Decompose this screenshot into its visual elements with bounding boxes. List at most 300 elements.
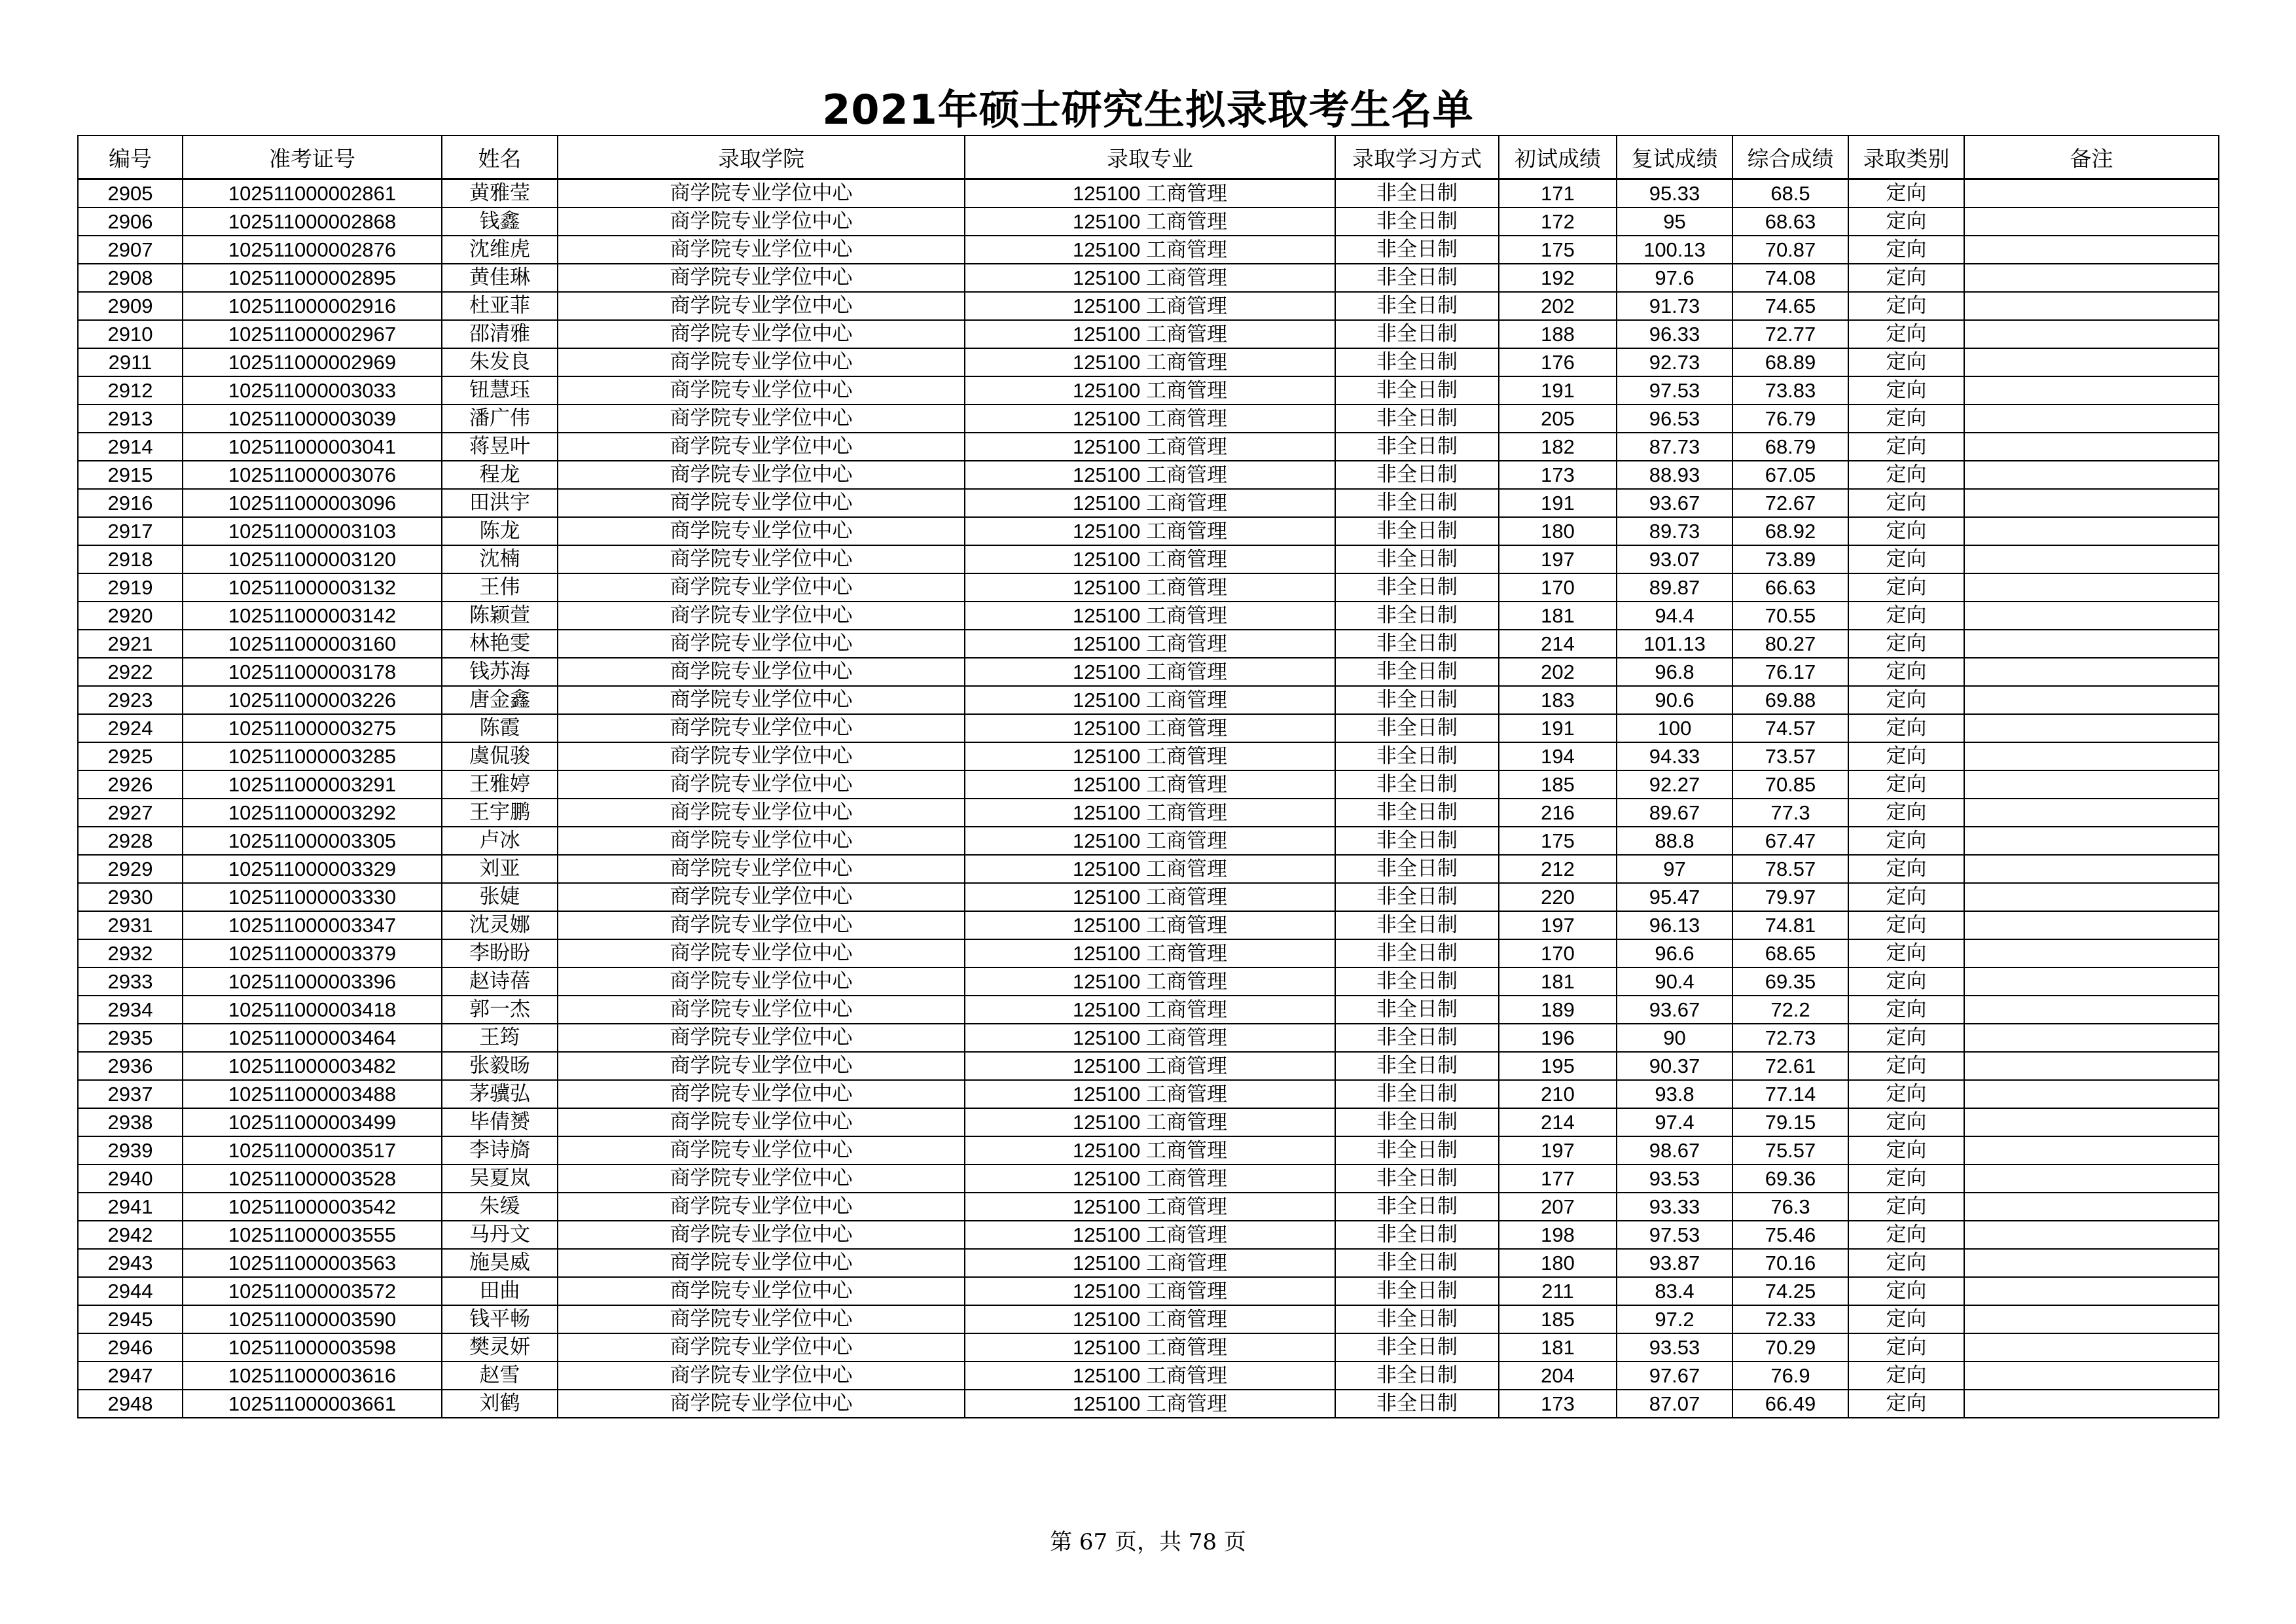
id-cell: 2944 <box>78 1277 183 1305</box>
major-cell: 125100 工商管理 <box>965 320 1335 348</box>
remarks-cell <box>1964 264 2219 292</box>
initial-score-cell: 197 <box>1499 911 1617 939</box>
exam-number-cell: 102511000003661 <box>183 1390 442 1418</box>
table-row <box>78 1136 2219 1164</box>
college-cell: 商学院专业学位中心 <box>558 292 965 320</box>
major-cell: 125100 工商管理 <box>965 1024 1335 1052</box>
retest-score-cell: 90 <box>1617 1024 1732 1052</box>
table-row <box>78 630 2219 658</box>
id-cell: 2922 <box>78 658 183 686</box>
college-cell: 商学院专业学位中心 <box>558 1362 965 1390</box>
retest-score-cell: 93.87 <box>1617 1249 1732 1277</box>
table-row <box>78 967 2219 996</box>
retest-score-cell: 96.13 <box>1617 911 1732 939</box>
college-cell: 商学院专业学位中心 <box>558 236 965 264</box>
major-cell: 125100 工商管理 <box>965 1390 1335 1418</box>
category-cell: 定向 <box>1848 236 1964 264</box>
major-cell: 125100 工商管理 <box>965 855 1335 883</box>
remarks-cell <box>1964 236 2219 264</box>
total-score-cell: 66.63 <box>1732 573 1848 602</box>
study-mode-cell: 非全日制 <box>1335 1333 1499 1362</box>
exam-number-cell: 102511000003291 <box>183 770 442 799</box>
major-cell: 125100 工商管理 <box>965 799 1335 827</box>
total-score-cell: 72.73 <box>1732 1024 1848 1052</box>
id-cell: 2929 <box>78 855 183 883</box>
retest-score-cell: 96.53 <box>1617 405 1732 433</box>
id-cell: 2928 <box>78 827 183 855</box>
major-cell: 125100 工商管理 <box>965 883 1335 911</box>
retest-score-cell: 100.13 <box>1617 236 1732 264</box>
table-row <box>78 433 2219 461</box>
header-col-id: 编号 <box>78 135 183 179</box>
retest-score-cell: 97 <box>1617 855 1732 883</box>
major-cell: 125100 工商管理 <box>965 179 1335 208</box>
exam-number-cell: 102511000003572 <box>183 1277 442 1305</box>
name-cell: 张婕 <box>442 883 558 911</box>
study-mode-cell: 非全日制 <box>1335 714 1499 742</box>
exam-number-cell: 102511000003275 <box>183 714 442 742</box>
initial-score-cell: 189 <box>1499 996 1617 1024</box>
exam-number-cell: 102511000003142 <box>183 602 442 630</box>
category-cell: 定向 <box>1848 517 1964 545</box>
category-cell: 定向 <box>1848 1080 1964 1108</box>
total-score-cell: 73.89 <box>1732 545 1848 573</box>
study-mode-cell: 非全日制 <box>1335 179 1499 208</box>
initial-score-cell: 216 <box>1499 799 1617 827</box>
remarks-cell <box>1964 348 2219 376</box>
college-cell: 商学院专业学位中心 <box>558 1390 965 1418</box>
category-cell: 定向 <box>1848 658 1964 686</box>
exam-number-cell: 102511000003396 <box>183 967 442 996</box>
table-row <box>78 911 2219 939</box>
initial-score-cell: 180 <box>1499 1249 1617 1277</box>
name-cell: 王宇鹏 <box>442 799 558 827</box>
study-mode-cell: 非全日制 <box>1335 320 1499 348</box>
major-cell: 125100 工商管理 <box>965 742 1335 770</box>
table-row <box>78 1024 2219 1052</box>
initial-score-cell: 196 <box>1499 1024 1617 1052</box>
college-cell: 商学院专业学位中心 <box>558 179 965 208</box>
major-cell: 125100 工商管理 <box>965 1164 1335 1193</box>
major-cell: 125100 工商管理 <box>965 714 1335 742</box>
category-cell: 定向 <box>1848 405 1964 433</box>
major-cell: 125100 工商管理 <box>965 1108 1335 1136</box>
exam-number-cell: 102511000003464 <box>183 1024 442 1052</box>
college-cell: 商学院专业学位中心 <box>558 742 965 770</box>
college-cell: 商学院专业学位中心 <box>558 602 965 630</box>
table-row <box>78 996 2219 1024</box>
table-row <box>78 1249 2219 1277</box>
id-cell: 2909 <box>78 292 183 320</box>
category-cell: 定向 <box>1848 433 1964 461</box>
major-cell: 125100 工商管理 <box>965 545 1335 573</box>
name-cell: 李盼盼 <box>442 939 558 967</box>
id-cell: 2940 <box>78 1164 183 1193</box>
table-row <box>78 1362 2219 1390</box>
category-cell: 定向 <box>1848 1221 1964 1249</box>
retest-score-cell: 97.53 <box>1617 1221 1732 1249</box>
initial-score-cell: 212 <box>1499 855 1617 883</box>
table-row <box>78 658 2219 686</box>
initial-score-cell: 192 <box>1499 264 1617 292</box>
total-score-cell: 68.63 <box>1732 208 1848 236</box>
name-cell: 陈龙 <box>442 517 558 545</box>
table-row <box>78 827 2219 855</box>
category-cell: 定向 <box>1848 770 1964 799</box>
remarks-cell <box>1964 742 2219 770</box>
exam-number-cell: 102511000003379 <box>183 939 442 967</box>
study-mode-cell: 非全日制 <box>1335 1249 1499 1277</box>
id-cell: 2945 <box>78 1305 183 1333</box>
major-cell: 125100 工商管理 <box>965 686 1335 714</box>
remarks-cell <box>1964 911 2219 939</box>
initial-score-cell: 175 <box>1499 827 1617 855</box>
retest-score-cell: 101.13 <box>1617 630 1732 658</box>
name-cell: 沈灵娜 <box>442 911 558 939</box>
total-score-cell: 68.92 <box>1732 517 1848 545</box>
total-score-cell: 76.17 <box>1732 658 1848 686</box>
study-mode-cell: 非全日制 <box>1335 376 1499 405</box>
id-cell: 2926 <box>78 770 183 799</box>
id-cell: 2930 <box>78 883 183 911</box>
major-cell: 125100 工商管理 <box>965 1052 1335 1080</box>
initial-score-cell: 202 <box>1499 292 1617 320</box>
study-mode-cell: 非全日制 <box>1335 545 1499 573</box>
table-row <box>78 376 2219 405</box>
retest-score-cell: 92.73 <box>1617 348 1732 376</box>
major-cell: 125100 工商管理 <box>965 602 1335 630</box>
id-cell: 2933 <box>78 967 183 996</box>
category-cell: 定向 <box>1848 320 1964 348</box>
name-cell: 钱鑫 <box>442 208 558 236</box>
remarks-cell <box>1964 376 2219 405</box>
table-row <box>78 742 2219 770</box>
category-cell: 定向 <box>1848 1193 1964 1221</box>
remarks-cell <box>1964 1193 2219 1221</box>
exam-number-cell: 102511000003528 <box>183 1164 442 1193</box>
total-score-cell: 74.25 <box>1732 1277 1848 1305</box>
college-cell: 商学院专业学位中心 <box>558 939 965 967</box>
retest-score-cell: 93.53 <box>1617 1164 1732 1193</box>
table-row <box>78 1164 2219 1193</box>
id-cell: 2918 <box>78 545 183 573</box>
total-score-cell: 70.85 <box>1732 770 1848 799</box>
remarks-cell <box>1964 1277 2219 1305</box>
name-cell: 朱缓 <box>442 1193 558 1221</box>
name-cell: 田洪宇 <box>442 489 558 517</box>
college-cell: 商学院专业学位中心 <box>558 489 965 517</box>
category-cell: 定向 <box>1848 799 1964 827</box>
table-row <box>78 1305 2219 1333</box>
initial-score-cell: 195 <box>1499 1052 1617 1080</box>
id-cell: 2924 <box>78 714 183 742</box>
remarks-cell <box>1964 461 2219 489</box>
header-col-major: 录取专业 <box>965 135 1335 179</box>
id-cell: 2907 <box>78 236 183 264</box>
college-cell: 商学院专业学位中心 <box>558 799 965 827</box>
retest-score-cell: 98.67 <box>1617 1136 1732 1164</box>
category-cell: 定向 <box>1848 883 1964 911</box>
retest-score-cell: 88.8 <box>1617 827 1732 855</box>
exam-number-cell: 102511000003076 <box>183 461 442 489</box>
initial-score-cell: 207 <box>1499 1193 1617 1221</box>
study-mode-cell: 非全日制 <box>1335 827 1499 855</box>
study-mode-cell: 非全日制 <box>1335 1052 1499 1080</box>
name-cell: 杜亚菲 <box>442 292 558 320</box>
id-cell: 2935 <box>78 1024 183 1052</box>
study-mode-cell: 非全日制 <box>1335 1193 1499 1221</box>
total-score-cell: 70.55 <box>1732 602 1848 630</box>
table-row <box>78 573 2219 602</box>
study-mode-cell: 非全日制 <box>1335 602 1499 630</box>
major-cell: 125100 工商管理 <box>965 1277 1335 1305</box>
study-mode-cell: 非全日制 <box>1335 264 1499 292</box>
major-cell: 125100 工商管理 <box>965 489 1335 517</box>
total-score-cell: 76.9 <box>1732 1362 1848 1390</box>
exam-number-cell: 102511000003041 <box>183 433 442 461</box>
retest-score-cell: 83.4 <box>1617 1277 1732 1305</box>
total-score-cell: 69.35 <box>1732 967 1848 996</box>
total-score-cell: 74.81 <box>1732 911 1848 939</box>
id-cell: 2905 <box>78 179 183 208</box>
total-score-cell: 73.83 <box>1732 376 1848 405</box>
exam-number-cell: 102511000003132 <box>183 573 442 602</box>
remarks-cell <box>1964 1052 2219 1080</box>
category-cell: 定向 <box>1848 911 1964 939</box>
table-row <box>78 799 2219 827</box>
page-footer: 第 67 页，共 78 页 <box>1050 1529 1246 1555</box>
id-cell: 2914 <box>78 433 183 461</box>
college-cell: 商学院专业学位中心 <box>558 1164 965 1193</box>
total-score-cell: 70.29 <box>1732 1333 1848 1362</box>
initial-score-cell: 180 <box>1499 517 1617 545</box>
retest-score-cell: 93.33 <box>1617 1193 1732 1221</box>
major-cell: 125100 工商管理 <box>965 1333 1335 1362</box>
category-cell: 定向 <box>1848 1024 1964 1052</box>
college-cell: 商学院专业学位中心 <box>558 348 965 376</box>
study-mode-cell: 非全日制 <box>1335 433 1499 461</box>
major-cell: 125100 工商管理 <box>965 770 1335 799</box>
id-cell: 2927 <box>78 799 183 827</box>
initial-score-cell: 211 <box>1499 1277 1617 1305</box>
major-cell: 125100 工商管理 <box>965 208 1335 236</box>
id-cell: 2912 <box>78 376 183 405</box>
name-cell: 李诗旖 <box>442 1136 558 1164</box>
exam-number-cell: 102511000003285 <box>183 742 442 770</box>
name-cell: 王雅婷 <box>442 770 558 799</box>
category-cell: 定向 <box>1848 292 1964 320</box>
header-col-remarks: 备注 <box>1964 135 2219 179</box>
retest-score-cell: 88.93 <box>1617 461 1732 489</box>
retest-score-cell: 90.37 <box>1617 1052 1732 1080</box>
name-cell: 陈颖萱 <box>442 602 558 630</box>
category-cell: 定向 <box>1848 179 1964 208</box>
id-cell: 2934 <box>78 996 183 1024</box>
exam-number-cell: 102511000003305 <box>183 827 442 855</box>
exam-number-cell: 102511000003096 <box>183 489 442 517</box>
study-mode-cell: 非全日制 <box>1335 630 1499 658</box>
major-cell: 125100 工商管理 <box>965 264 1335 292</box>
initial-score-cell: 202 <box>1499 658 1617 686</box>
initial-score-cell: 177 <box>1499 1164 1617 1193</box>
college-cell: 商学院专业学位中心 <box>558 1333 965 1362</box>
college-cell: 商学院专业学位中心 <box>558 1249 965 1277</box>
study-mode-cell: 非全日制 <box>1335 996 1499 1024</box>
college-cell: 商学院专业学位中心 <box>558 883 965 911</box>
table-row <box>78 348 2219 376</box>
remarks-cell <box>1964 405 2219 433</box>
exam-number-cell: 102511000003616 <box>183 1362 442 1390</box>
total-score-cell: 70.16 <box>1732 1249 1848 1277</box>
remarks-cell <box>1964 939 2219 967</box>
college-cell: 商学院专业学位中心 <box>558 996 965 1024</box>
retest-score-cell: 90.6 <box>1617 686 1732 714</box>
exam-number-cell: 102511000003039 <box>183 405 442 433</box>
name-cell: 刘鹤 <box>442 1390 558 1418</box>
category-cell: 定向 <box>1848 1249 1964 1277</box>
header-col-college: 录取学院 <box>558 135 965 179</box>
study-mode-cell: 非全日制 <box>1335 883 1499 911</box>
college-cell: 商学院专业学位中心 <box>558 658 965 686</box>
total-score-cell: 72.33 <box>1732 1305 1848 1333</box>
remarks-cell <box>1964 1024 2219 1052</box>
name-cell: 卢冰 <box>442 827 558 855</box>
study-mode-cell: 非全日制 <box>1335 1277 1499 1305</box>
name-cell: 王伟 <box>442 573 558 602</box>
study-mode-cell: 非全日制 <box>1335 967 1499 996</box>
total-score-cell: 72.2 <box>1732 996 1848 1024</box>
major-cell: 125100 工商管理 <box>965 1136 1335 1164</box>
initial-score-cell: 191 <box>1499 714 1617 742</box>
remarks-cell <box>1964 292 2219 320</box>
retest-score-cell: 96.8 <box>1617 658 1732 686</box>
study-mode-cell: 非全日制 <box>1335 292 1499 320</box>
table-row <box>78 1193 2219 1221</box>
name-cell: 唐金鑫 <box>442 686 558 714</box>
category-cell: 定向 <box>1848 1390 1964 1418</box>
table-row <box>78 179 2219 208</box>
major-cell: 125100 工商管理 <box>965 405 1335 433</box>
table-row <box>78 1108 2219 1136</box>
retest-score-cell: 87.73 <box>1617 433 1732 461</box>
retest-score-cell: 93.8 <box>1617 1080 1732 1108</box>
initial-score-cell: 185 <box>1499 770 1617 799</box>
retest-score-cell: 89.73 <box>1617 517 1732 545</box>
remarks-cell <box>1964 433 2219 461</box>
category-cell: 定向 <box>1848 489 1964 517</box>
initial-score-cell: 170 <box>1499 573 1617 602</box>
major-cell: 125100 工商管理 <box>965 573 1335 602</box>
retest-score-cell: 89.67 <box>1617 799 1732 827</box>
major-cell: 125100 工商管理 <box>965 911 1335 939</box>
remarks-cell <box>1964 1333 2219 1362</box>
table-row <box>78 883 2219 911</box>
name-cell: 郭一杰 <box>442 996 558 1024</box>
initial-score-cell: 173 <box>1499 1390 1617 1418</box>
category-cell: 定向 <box>1848 1305 1964 1333</box>
major-cell: 125100 工商管理 <box>965 461 1335 489</box>
college-cell: 商学院专业学位中心 <box>558 770 965 799</box>
name-cell: 程龙 <box>442 461 558 489</box>
remarks-cell <box>1964 602 2219 630</box>
name-cell: 黄佳琳 <box>442 264 558 292</box>
college-cell: 商学院专业学位中心 <box>558 208 965 236</box>
total-score-cell: 67.05 <box>1732 461 1848 489</box>
retest-score-cell: 95 <box>1617 208 1732 236</box>
header-col-study-mode: 录取学习方式 <box>1335 135 1499 179</box>
major-cell: 125100 工商管理 <box>965 433 1335 461</box>
college-cell: 商学院专业学位中心 <box>558 1052 965 1080</box>
category-cell: 定向 <box>1848 376 1964 405</box>
name-cell: 吴夏岚 <box>442 1164 558 1193</box>
initial-score-cell: 182 <box>1499 433 1617 461</box>
total-score-cell: 76.3 <box>1732 1193 1848 1221</box>
college-cell: 商学院专业学位中心 <box>558 686 965 714</box>
initial-score-cell: 183 <box>1499 686 1617 714</box>
study-mode-cell: 非全日制 <box>1335 742 1499 770</box>
initial-score-cell: 197 <box>1499 1136 1617 1164</box>
initial-score-cell: 176 <box>1499 348 1617 376</box>
college-cell: 商学院专业学位中心 <box>558 827 965 855</box>
study-mode-cell: 非全日制 <box>1335 517 1499 545</box>
table-row <box>78 1333 2219 1362</box>
total-score-cell: 73.57 <box>1732 742 1848 770</box>
header-row <box>78 135 2219 179</box>
category-cell: 定向 <box>1848 264 1964 292</box>
exam-number-cell: 102511000003563 <box>183 1249 442 1277</box>
id-cell: 2947 <box>78 1362 183 1390</box>
initial-score-cell: 194 <box>1499 742 1617 770</box>
study-mode-cell: 非全日制 <box>1335 1136 1499 1164</box>
remarks-cell <box>1964 855 2219 883</box>
exam-number-cell: 102511000003418 <box>183 996 442 1024</box>
initial-score-cell: 175 <box>1499 236 1617 264</box>
id-cell: 2946 <box>78 1333 183 1362</box>
exam-number-cell: 102511000003499 <box>183 1108 442 1136</box>
table-row <box>78 545 2219 573</box>
major-cell: 125100 工商管理 <box>965 236 1335 264</box>
exam-number-cell: 102511000003103 <box>183 517 442 545</box>
major-cell: 125100 工商管理 <box>965 1193 1335 1221</box>
total-score-cell: 69.36 <box>1732 1164 1848 1193</box>
retest-score-cell: 93.67 <box>1617 996 1732 1024</box>
total-score-cell: 80.27 <box>1732 630 1848 658</box>
total-score-cell: 75.46 <box>1732 1221 1848 1249</box>
initial-score-cell: 205 <box>1499 405 1617 433</box>
total-score-cell: 72.67 <box>1732 489 1848 517</box>
college-cell: 商学院专业学位中心 <box>558 264 965 292</box>
remarks-cell <box>1964 1164 2219 1193</box>
table-row <box>78 939 2219 967</box>
total-score-cell: 75.57 <box>1732 1136 1848 1164</box>
remarks-cell <box>1964 573 2219 602</box>
remarks-cell <box>1964 1080 2219 1108</box>
total-score-cell: 77.14 <box>1732 1080 1848 1108</box>
table-row <box>78 489 2219 517</box>
college-cell: 商学院专业学位中心 <box>558 433 965 461</box>
major-cell: 125100 工商管理 <box>965 517 1335 545</box>
id-cell: 2906 <box>78 208 183 236</box>
college-cell: 商学院专业学位中心 <box>558 376 965 405</box>
id-cell: 2925 <box>78 742 183 770</box>
header-col-category: 录取类别 <box>1848 135 1964 179</box>
name-cell: 黄雅莹 <box>442 179 558 208</box>
exam-number-cell: 102511000003590 <box>183 1305 442 1333</box>
remarks-cell <box>1964 883 2219 911</box>
remarks-cell <box>1964 208 2219 236</box>
table-header <box>78 135 2219 179</box>
initial-score-cell: 181 <box>1499 1333 1617 1362</box>
